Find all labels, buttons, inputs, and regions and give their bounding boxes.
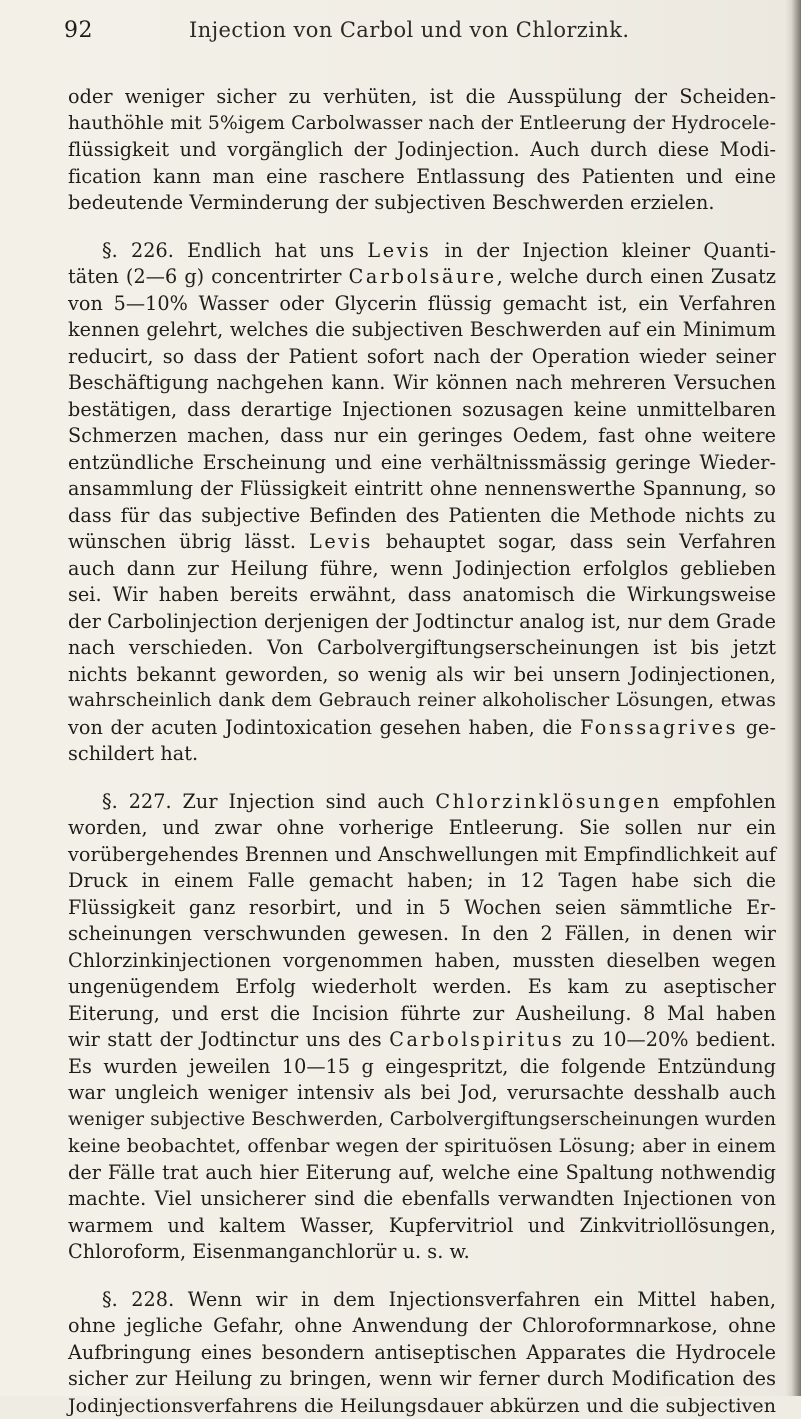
text-line: täten (2—6 g) concentrirter Carbolsäure, welche durch einen Zusatz: [68, 264, 776, 291]
text-line: ansammlung der Flüssigkeit eintritt ohne nennenswerthe Spannung, so: [68, 476, 776, 503]
paragraph: [68, 84, 776, 217]
text-line: Aufbringung eines besondern antiseptischen Apparates die Hydrocele: [68, 1340, 776, 1367]
text-line: wahrscheinlich dank dem Gebrauch reiner alkoholischer Lösungen, etwas: [68, 688, 776, 715]
text-line: Es wurden jeweilen 10—15 g eingespritzt, die folgende Entzündung: [68, 1054, 776, 1081]
text-line: §. 227. Zur Injection sind auch Chlorzinklösungen empfohlen: [68, 789, 776, 816]
text-line: der Carbolinjection derjenigen der Jodtinctur analog ist, nur dem Grade: [68, 609, 776, 636]
text-line: auch dann zur Heilung führe, wenn Jodinjection erfolglos geblieben: [68, 556, 776, 583]
text-line: entzündliche Erscheinung und eine verhältnissmässig geringe Wieder-: [68, 450, 776, 477]
paragraph: [68, 789, 776, 1266]
text-line: nichts bekannt geworden, so wenig als wir bei unsern Jodinjectionen,: [68, 662, 776, 689]
text-line: reducirt, so dass der Patient sofort nach der Operation wieder seiner: [68, 344, 776, 371]
text-line: keine beobachtet, offenbar wegen der spirituösen Lösung; aber in einem: [68, 1133, 776, 1160]
text-line: ungenügendem Erfolg wiederholt werden. Es kam zu aseptischer: [68, 974, 776, 1001]
text-line: wir statt der Jodtinctur uns des Carbolspiritus zu 10—20% bedient.: [68, 1027, 776, 1054]
text-line: Jodinjectionsverfahrens die Heilungsdauer abkürzen und die subjectiven: [68, 1393, 776, 1419]
text-line: §. 228. Wenn wir in dem Injectionsverfahren ein Mittel haben,: [68, 1287, 776, 1314]
text-line: ohne jegliche Gefahr, ohne Anwendung der Chloroformnarkose, ohne: [68, 1313, 776, 1340]
text-line: hauthöhle mit 5%igem Carbolwasser nach der Entleerung der Hydrocele-: [68, 111, 776, 138]
text-line: §. 226. Endlich hat uns Levis in der Injection kleiner Quanti-: [68, 238, 776, 265]
text-line: oder weniger sicher zu verhüten, ist die Ausspülung der Scheiden-: [68, 84, 776, 111]
text-line: sei. Wir haben bereits erwähnt, dass anatomisch die Wirkungsweise: [68, 582, 776, 609]
text-line: weniger subjective Beschwerden, Carbolvergiftungserscheinungen wurden: [68, 1107, 776, 1134]
text-line: worden, und zwar ohne vorherige Entleerung. Sie sollen nur ein: [68, 815, 776, 842]
text-line: Chloroform, Eisenmanganchlorür u. s. w.: [68, 1239, 776, 1266]
text-line: schildert hat.: [68, 741, 776, 768]
text-line: warmem und kaltem Wasser, Kupfervitriol und Zinkvitriollösungen,: [68, 1213, 776, 1240]
text-line: Flüssigkeit ganz resorbirt, und in 5 Wochen seien sämmtliche Er-: [68, 895, 776, 922]
text-line: bestätigen, dass derartige Injectionen sozusagen keine unmittelbaren: [68, 397, 776, 424]
text-line: vorübergehendes Brennen und Anschwellungen mit Empfindlichkeit auf: [68, 842, 776, 869]
paragraph: [68, 238, 776, 768]
text-line: scheinungen verschwunden gewesen. In den 2 Fällen, in denen wir: [68, 921, 776, 948]
text-line: wünschen übrig lässt. Levis behauptet sogar, dass sein Verfahren: [68, 529, 776, 556]
text-line: war ungleich weniger intensiv als bei Jod, verursachte desshalb auch: [68, 1080, 776, 1107]
text-line: Beschäftigung nachgehen kann. Wir können nach mehreren Versuchen: [68, 370, 776, 397]
text-line: Druck in einem Falle gemacht haben; in 12 Tagen habe sich die: [68, 868, 776, 895]
page-edge-shadow: [785, 0, 801, 1396]
text-line: kennen gelehrt, welches die subjectiven Beschwerden auf ein Minimum: [68, 317, 776, 344]
text-line: dass für das subjective Befinden des Patienten die Methode nichts zu: [68, 503, 776, 530]
text-line: flüssigkeit und vorgänglich der Jodinjection. Auch durch diese Modi-: [68, 137, 776, 164]
text-line: bedeutende Verminderung der subjectiven Beschwerden erzielen.: [68, 190, 776, 217]
text-line: Schmerzen machen, dass nur ein geringes Oedem, fast ohne weitere: [68, 423, 776, 450]
text-line: machte. Viel unsicherer sind die ebenfalls verwandten Injectionen von: [68, 1186, 776, 1213]
text-line: fication kann man eine raschere Entlassung des Patienten und eine: [68, 164, 776, 191]
text-line: von 5—10% Wasser oder Glycerin flüssig gemacht ist, ein Verfahren: [68, 291, 776, 318]
text-line: nach verschieden. Von Carbolvergiftungserscheinungen ist bis jetzt: [68, 635, 776, 662]
text-line: sicher zur Heilung zu bringen, wenn wir ferner durch Modification des: [68, 1366, 776, 1393]
text-line: der Fälle trat auch hier Eiterung auf, welche eine Spaltung nothwendig: [68, 1160, 776, 1187]
page-header: [64, 18, 784, 48]
text-line: Eiterung, und erst die Incision führte zur Ausheilung. 8 Mal haben: [68, 1001, 776, 1028]
body-text: [68, 84, 776, 1419]
page-number: 92: [64, 18, 93, 43]
text-line: Chlorzinkinjectionen vorgenommen haben, mussten dieselben wegen: [68, 948, 776, 975]
running-title: Injection von Carbol und von Chlorzink.: [189, 18, 630, 42]
paragraph: [68, 1287, 776, 1419]
text-line: von der acuten Jodintoxication gesehen haben, die Fonssagrives ge-: [68, 715, 776, 742]
